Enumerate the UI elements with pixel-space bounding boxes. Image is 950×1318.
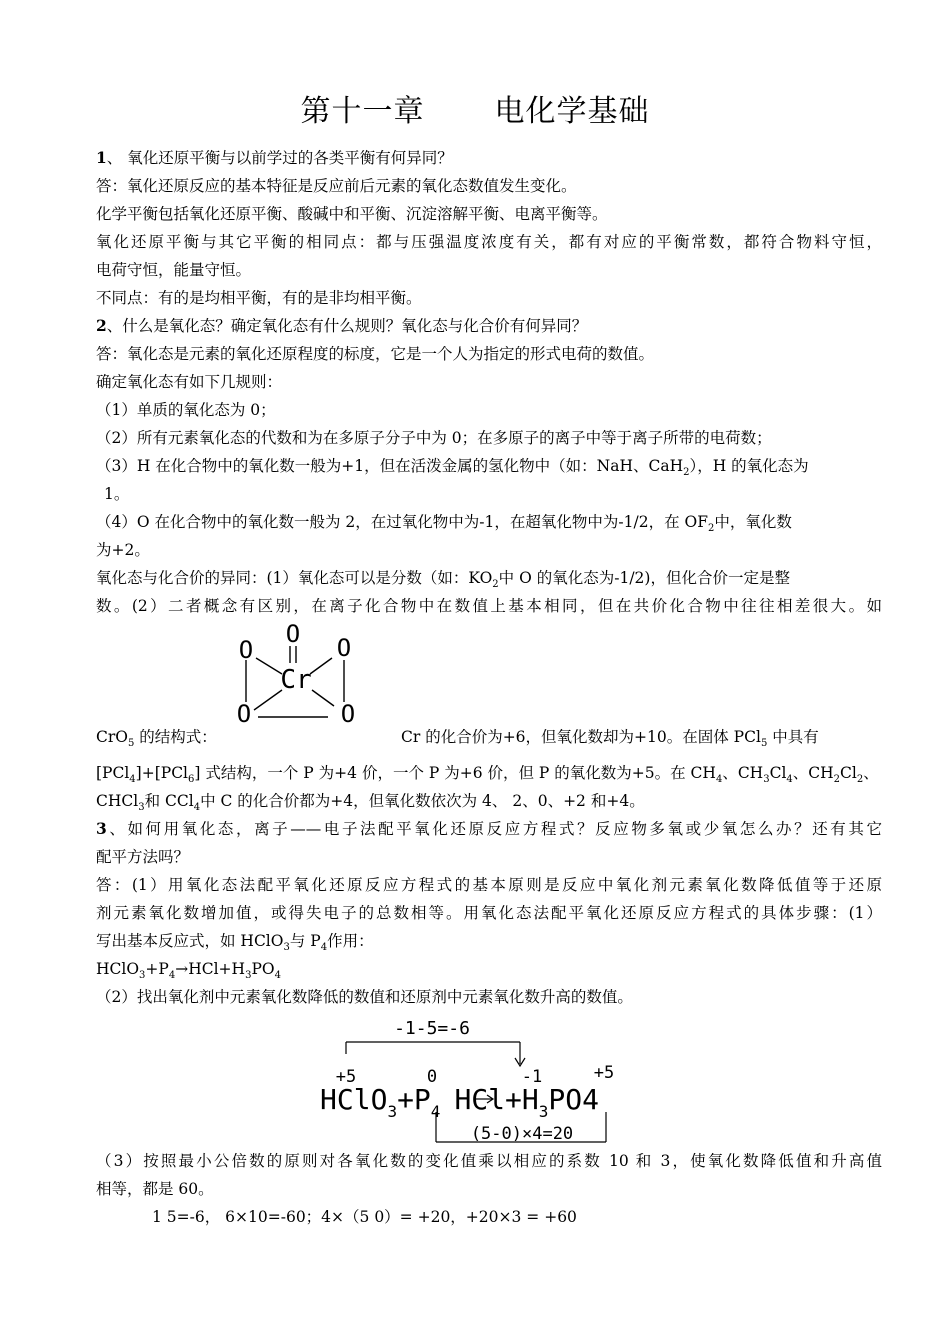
oxidation-number: +5 bbox=[593, 1063, 615, 1083]
text: 中 O 的氧化态为-1/2)，但化合价一定是整 bbox=[498, 569, 790, 587]
comparison-line: 数。(2）二者概念有区别，在离子化合物中在数值上基本相同，但在共价化合物中往往相差很大。如 bbox=[96, 597, 882, 615]
cro5-structure-diagram bbox=[222, 618, 372, 728]
text: ），H 的氧化态为 bbox=[689, 457, 809, 475]
atom-o: O bbox=[336, 634, 352, 662]
formula-part: PO4 bbox=[548, 1083, 599, 1116]
chcl-line bbox=[96, 790, 645, 812]
comparison-line bbox=[96, 567, 790, 589]
rule-4-cont: 为+2。 bbox=[96, 541, 150, 559]
oxidation-change-diagram bbox=[310, 1012, 670, 1152]
atom-o: O bbox=[236, 700, 252, 728]
diagram-formula bbox=[320, 1083, 599, 1121]
text: 、CH bbox=[792, 764, 834, 782]
answer-line: 剂元素氧化数增加值，或得失电子的总数相等。用氧化态法配平氧化还原反应方程式的具体步骤：(1） bbox=[96, 904, 882, 922]
arrow: → bbox=[175, 960, 189, 978]
subscript: 2 bbox=[707, 523, 715, 534]
text: 写出基本反应式，如 HClO bbox=[96, 932, 284, 950]
text: （3）H 在化合物中的氧化数一般为+1，但在活泼金属的氢化物中（如：NaH、CaH bbox=[96, 457, 684, 475]
subscript: 3 bbox=[138, 802, 145, 813]
text: +P bbox=[145, 960, 169, 978]
answer-line: 答：氧化还原反应的基本特征是反应前后元素的氧化态数值发生变化。 bbox=[96, 177, 577, 195]
question-number: 3 bbox=[96, 819, 107, 838]
atom-cr: Cr bbox=[280, 665, 312, 695]
question-3 bbox=[96, 818, 882, 840]
question-number: 1 bbox=[96, 148, 107, 167]
answer-line: 答：(1）用氧化态法配平氧化还原反应方程式的基本原则是反应中氧化剂元素氧化数降低值等于还原 bbox=[96, 876, 882, 894]
subscript: 4 bbox=[320, 942, 328, 953]
formula-part: +P bbox=[397, 1083, 431, 1116]
text: HClO bbox=[96, 960, 140, 978]
subscript: 2 bbox=[833, 774, 841, 785]
answer-line: 不同点：有的是均相平衡，有的是非均相平衡。 bbox=[96, 289, 422, 307]
text: 氧化态与化合价的异同：(1）氧化态可以是分数（如：KO bbox=[96, 569, 493, 587]
subscript: 4 bbox=[786, 774, 793, 785]
text: CrO bbox=[96, 728, 128, 746]
atom-o: O bbox=[285, 620, 301, 648]
answer-line: 氧化还原平衡与其它平衡的相同点：都与压强温度浓度有关，都有对应的平衡常数，都符合物料守恒， bbox=[96, 233, 882, 251]
formula-part: HClO bbox=[320, 1083, 388, 1116]
subscript: 3 bbox=[283, 942, 290, 953]
page-title bbox=[0, 86, 950, 130]
atom-o: O bbox=[340, 700, 356, 728]
reduction-value: -1-5=-6 bbox=[394, 1018, 470, 1039]
bond-cr-o bbox=[256, 658, 282, 674]
question-1 bbox=[96, 147, 453, 169]
subscript: 4 bbox=[715, 774, 723, 785]
answer-line: 化学平衡包括氧化还原平衡、酸碱中和平衡、沉淀溶解平衡、电离平衡等。 bbox=[96, 205, 608, 223]
subscript: 4 bbox=[129, 774, 136, 785]
atom-o: O bbox=[238, 636, 254, 664]
text: Cl bbox=[769, 764, 787, 782]
answer-line: 电荷守恒，能量守恒。 bbox=[96, 261, 252, 279]
calculation: 1 5=-6， 6×10=-60；4×（5 0）= +20，+20×3 = +60 bbox=[152, 1208, 577, 1226]
oxidation-number: 0 bbox=[426, 1067, 438, 1087]
text: 与 P bbox=[289, 932, 321, 950]
question-text: 、 氧化还原平衡与以前学过的各类平衡有何异同？ bbox=[106, 149, 453, 167]
rule-3-cont: 1。 bbox=[104, 485, 130, 503]
bond-cr-o bbox=[310, 658, 332, 674]
question-2 bbox=[96, 315, 587, 337]
oxidation-increase-value: (5-0)×4=20 bbox=[470, 1124, 574, 1144]
text: 式结构，一个 P 为+4 价，一个 P 为+6 价，但 P 的氧化数为+5。在 CH bbox=[200, 764, 716, 782]
text: 中 C 的化合价都为+4，但氧化数依次为 4、 2、0、+2 和+4。 bbox=[200, 792, 645, 810]
formula-subscript: 4 bbox=[430, 1102, 441, 1121]
pcl-line bbox=[96, 762, 879, 784]
text: Cl bbox=[840, 764, 857, 782]
formula-subscript: 3 bbox=[538, 1102, 549, 1121]
title-subject: 电化学基础 bbox=[494, 94, 650, 129]
text: CHCl bbox=[96, 792, 139, 810]
rule-3 bbox=[96, 455, 809, 477]
formula-subscript: 3 bbox=[387, 1102, 398, 1121]
subscript: 2 bbox=[683, 467, 690, 478]
text: [PCl bbox=[96, 764, 130, 782]
question-number: 2 bbox=[96, 316, 107, 335]
answer-line bbox=[96, 930, 374, 952]
text: ] bbox=[135, 764, 142, 782]
question-text-cont: 配平方法吗？ bbox=[96, 848, 190, 866]
text: 作用： bbox=[327, 932, 374, 950]
subscript: 5 bbox=[760, 738, 768, 749]
text: Cr 的化合价为+6，但氧化数却为+10。在固体 PCl bbox=[401, 728, 761, 746]
subscript: 2 bbox=[856, 774, 864, 785]
text: HCl+H bbox=[188, 960, 246, 978]
oxidation-number: -1 bbox=[521, 1067, 543, 1087]
subscript: 3 bbox=[763, 774, 770, 785]
subscript: 4 bbox=[193, 802, 201, 813]
oxidation-number: +5 bbox=[335, 1067, 357, 1087]
bond-cr-o bbox=[254, 690, 282, 710]
step-2: （2）找出氧化剂中元素氧化数降低的数值和还原剂中元素氧化数升高的数值。 bbox=[96, 988, 633, 1006]
answer-line: 确定氧化态有如下几规则： bbox=[96, 373, 283, 391]
rule-1: （1）单质的氧化态为 0； bbox=[96, 401, 276, 419]
bond-cr-o bbox=[312, 690, 334, 706]
text: 、CH bbox=[722, 764, 764, 782]
cro5-text bbox=[401, 726, 819, 748]
step-3: （3）按照最小公倍数的原则对各氧化数的变化值乘以相应的系数 10 和 3，使氧化数降低值和升高值 bbox=[96, 1152, 882, 1170]
cro5-label bbox=[96, 726, 217, 748]
subscript: 5 bbox=[127, 738, 135, 749]
subscript: 3 bbox=[139, 970, 146, 981]
text: 的结构式： bbox=[134, 728, 217, 746]
subscript: 2 bbox=[492, 579, 499, 590]
answer-line: 答：氧化态是元素的氧化还原程度的标度，它是一个人为指定的形式电荷的数值。 bbox=[96, 345, 655, 363]
rule-4 bbox=[96, 511, 792, 533]
question-text: 、什么是氧化态？确定氧化态有什么规则？氧化态与化合价有何异同？ bbox=[106, 317, 588, 335]
text: +[PCl bbox=[141, 764, 189, 782]
step-3-cont: 相等，都是 60。 bbox=[96, 1180, 214, 1198]
formula-part: HCl+H bbox=[454, 1083, 539, 1116]
text: ] bbox=[194, 764, 201, 782]
subscript: 4 bbox=[168, 970, 176, 981]
text: 、 bbox=[863, 764, 879, 782]
text: 中具有 bbox=[767, 728, 819, 746]
rule-2: （2）所有元素氧化态的代数和为在多原子分子中为 0；在多原子的离子中等于离子所带的电荷数； bbox=[96, 429, 772, 447]
subscript: 6 bbox=[188, 774, 195, 785]
text: 和 CCl bbox=[144, 792, 194, 810]
title-chapter: 第十一章 bbox=[300, 94, 425, 129]
subscript: 3 bbox=[245, 970, 252, 981]
subscript: 4 bbox=[274, 970, 281, 981]
question-text: 、如何用氧化态，离子——电子法配平氧化还原反应方程式？反应物多氧或少氧怎么办？还有其它 bbox=[106, 820, 882, 838]
text: PO bbox=[251, 960, 275, 978]
text: 中，氧化数 bbox=[714, 513, 792, 531]
text: （4）O 在化合物中的氧化数一般为 2，在过氧化物中为-1，在超氧化物中为-1/2，在 OF bbox=[96, 513, 708, 531]
reaction-equation bbox=[96, 958, 281, 980]
